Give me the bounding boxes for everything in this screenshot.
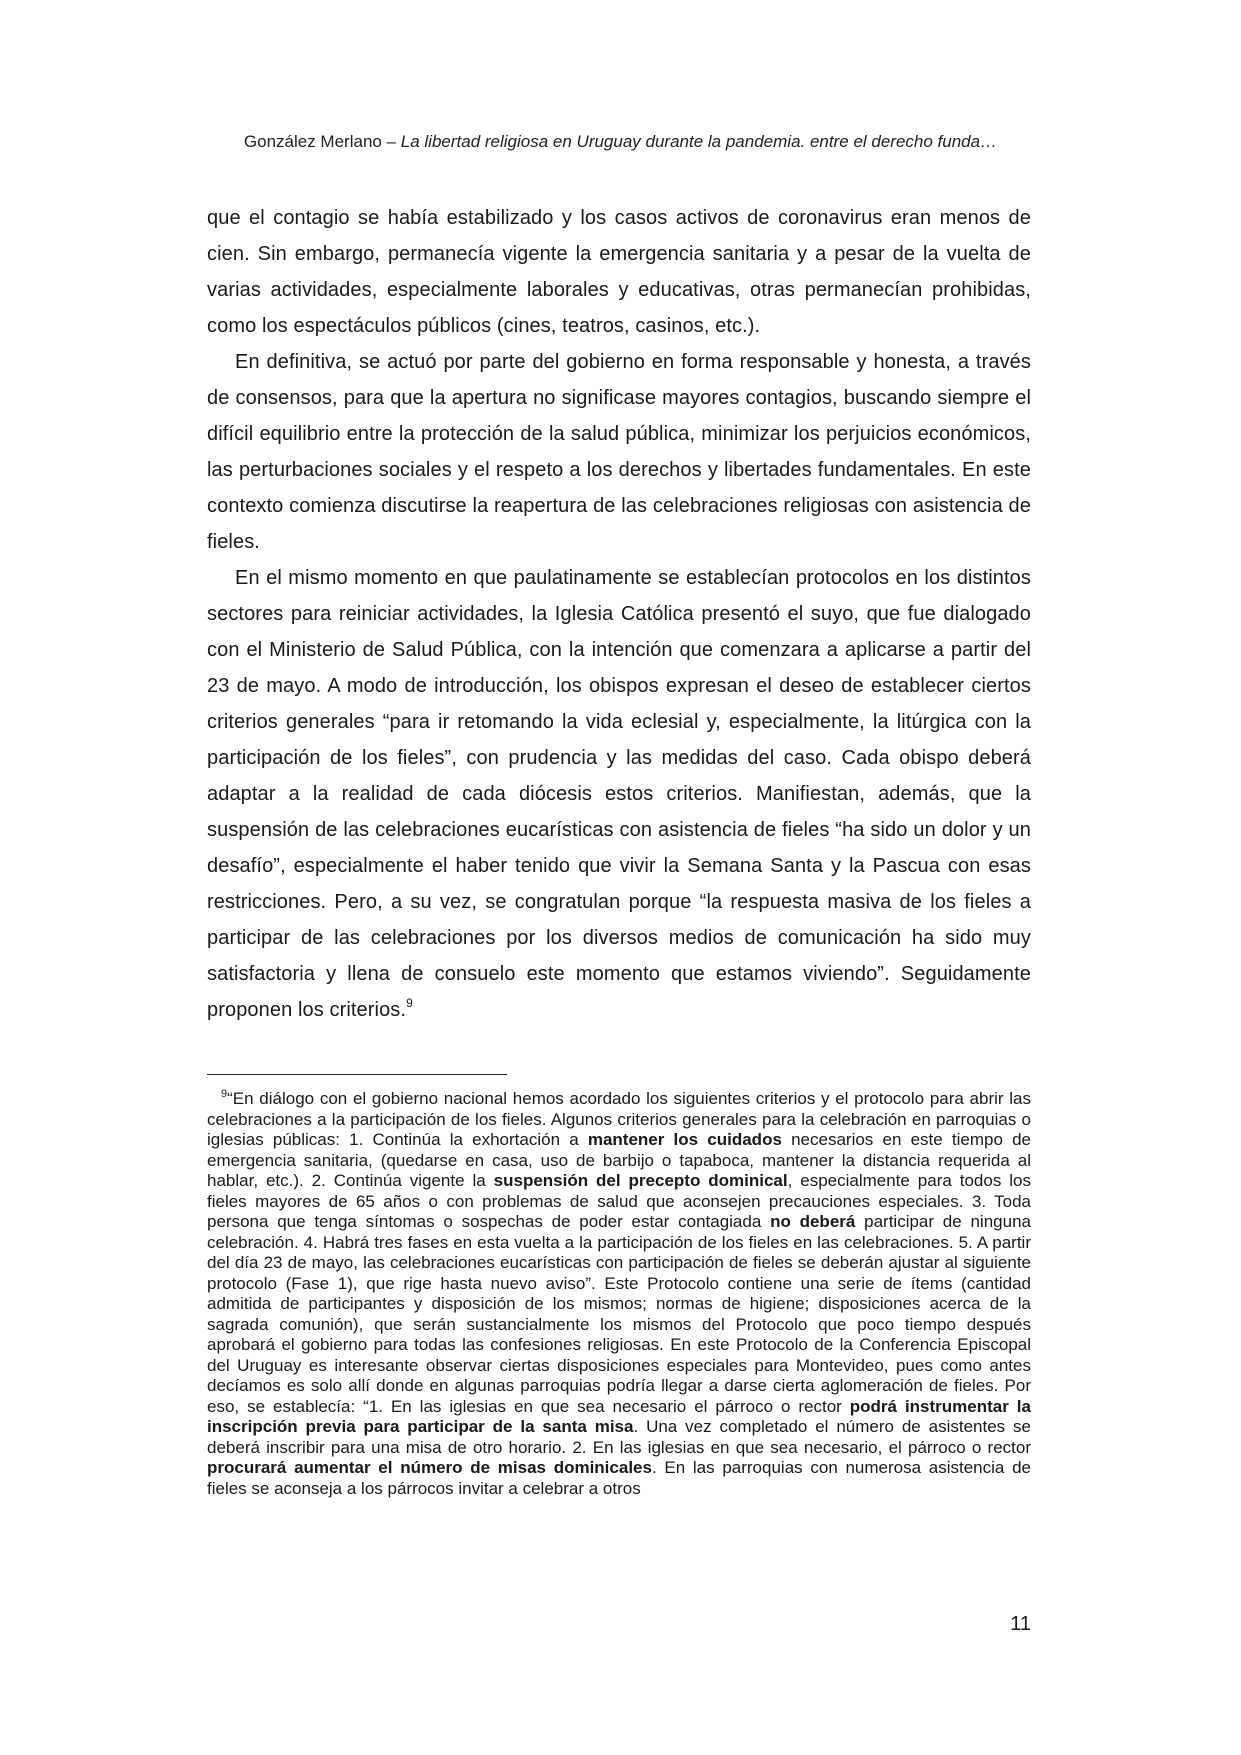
header-author: González Merlano – (243, 132, 401, 151)
paragraph-3 (207, 560, 1031, 1028)
body-text (207, 200, 1031, 1028)
footnote-reference[interactable]: 9 (406, 996, 413, 1010)
footnote-segment: , especialmente para todos los fieles mayores de 65 años o con problemas de salud que aconsejen precauciones especiales. 3. Toda persona que tenga síntomas o sospechas de poder estar contagiada (207, 1171, 1031, 1231)
header-title: La libertad religiosa en Uruguay durante la pandemia. entre el derecho funda… (400, 132, 998, 151)
footnote-9 (207, 1089, 1031, 1499)
footnote-segment: “En diálogo con el gobierno nacional hemos acordado los siguientes criterios y el protocolo para abrir las celebraciones a la participación de los fieles. Algunos criterios generales para la celebración en parroquias o iglesias públicas: 1. Continúa la exhortación a (207, 1089, 1031, 1149)
footnote-bold-segment: podrá instrumentar la inscripción previa para participar de la santa misa (207, 1396, 1031, 1436)
footnote-bold-segment: suspensión del precepto dominical (493, 1171, 788, 1190)
footnote-number: 9 (221, 1088, 228, 1100)
footnote-bold-segment: no deberá (770, 1212, 856, 1231)
footnote-segment: necesarios en este tiempo de emergencia sanitaria, (quedarse en casa, uso de barbijo o tapaboca, mantener la distancia requerida al hablar, etc.). 2. Continúa vigente la (207, 1130, 1031, 1190)
footnote-bold-segment: procurará aumentar el número de misas dominicales (207, 1458, 652, 1477)
footnote-divider (207, 1074, 507, 1075)
paragraph-2: En definitiva, se actuó por parte del gobierno en forma responsable y honesta, a través de consensos, para que la apertura no significase mayores contagios, buscando siempre el difícil equilibrio entre la protección de la salud pública, minimizar los perjuicios económicos, las perturbaciones sociales y el respeto a los derechos y libertades fundamentales. En este contexto comienza discutirse la reapertura de las celebraciones religiosas con asistencia de fieles. (207, 351, 1031, 553)
page-number: 11 (1010, 1613, 1031, 1635)
footnote-text (207, 1089, 1031, 1499)
footnote-segment: participar de ninguna celebración. 4. Habrá tres fases en esta vuelta a la participación de los fieles en las celebraciones. 5. A partir del día 23 de mayo, las celebraciones eucarísticas con participación de fieles se deberán ajustar al siguiente protocolo (Fase 1), que rige hasta nuevo aviso”. Este Protocolo contiene una serie de ítems (cantidad admitida de participantes y disposición de los mismos; normas de higiene; disposiciones acerca de la sagrada comunión), que serán sustancialmente los mismos del Protocolo que poco tiempo después aprobará el gobierno para todas las confesiones religiosas. En este Protocolo de la Conferencia Episcopal del Uruguay es interesante observar ciertas disposiciones especiales para Montevideo, pues como antes decíamos es solo allí donde en algunas parroquias podría llegar a darse cierta aglomeración de fieles. Por eso, se establecía: “1. En las iglesias en que sea necesario el párroco o rector (207, 1212, 1031, 1416)
footnote-bold-segment: mantener los cuidados (587, 1130, 782, 1149)
paragraph-1: que el contagio se había estabilizado y los casos activos de coronavirus eran menos de cien. Sin embargo, permanecía vigente la emergencia sanitaria y a pesar de la vuelta de varias actividades, especialmente laborales y educativas, otras permanecían prohibidas, como los espectáculos públicos (cines, teatros, casinos, etc.). (207, 207, 1031, 337)
footnote-segment: . Una vez completado el número de asistentes se deberá inscribir para una misa de otro horario. 2. En las iglesias en que sea necesario, el párroco o rector (207, 1417, 1032, 1457)
running-header (0, 131, 1241, 153)
paragraph-3-text: En el mismo momento en que paulatinamente se establecían protocolos en los distintos sectores para reiniciar actividades, la Iglesia Católica presentó el suyo, que fue dialogado con el Ministerio de Salud Pública, con la intención que comenzara a aplicarse a partir del 23 de mayo. A modo de introducción, los obispos expresan el deseo de establecer ciertos criterios generales “para ir retomando la vida eclesial y, especialmente, la litúrgica con la participación de los fieles”, con prudencia y las medidas del caso. Cada obispo deberá adaptar a la realidad de cada diócesis estos criterios. Manifiestan, además, que la suspensión de las celebraciones eucarísticas con asistencia de fieles “ha sido un dolor y un desafío”, especialmente el haber tenido que vivir la Semana Santa y la Pascua con esas restricciones. Pero, a su vez, se congratulan porque “la respuesta masiva de los fieles a participar de las celebraciones por los diversos medios de comunicación ha sido muy satisfactoria y llena de consuelo este momento que estamos viviendo”. Seguidamente proponen los criterios. (207, 567, 1031, 1021)
footnote-segment: . En las parroquias con numerosa asistencia de fieles se aconseja a los párrocos invitar a celebrar a otros (207, 1458, 1031, 1498)
